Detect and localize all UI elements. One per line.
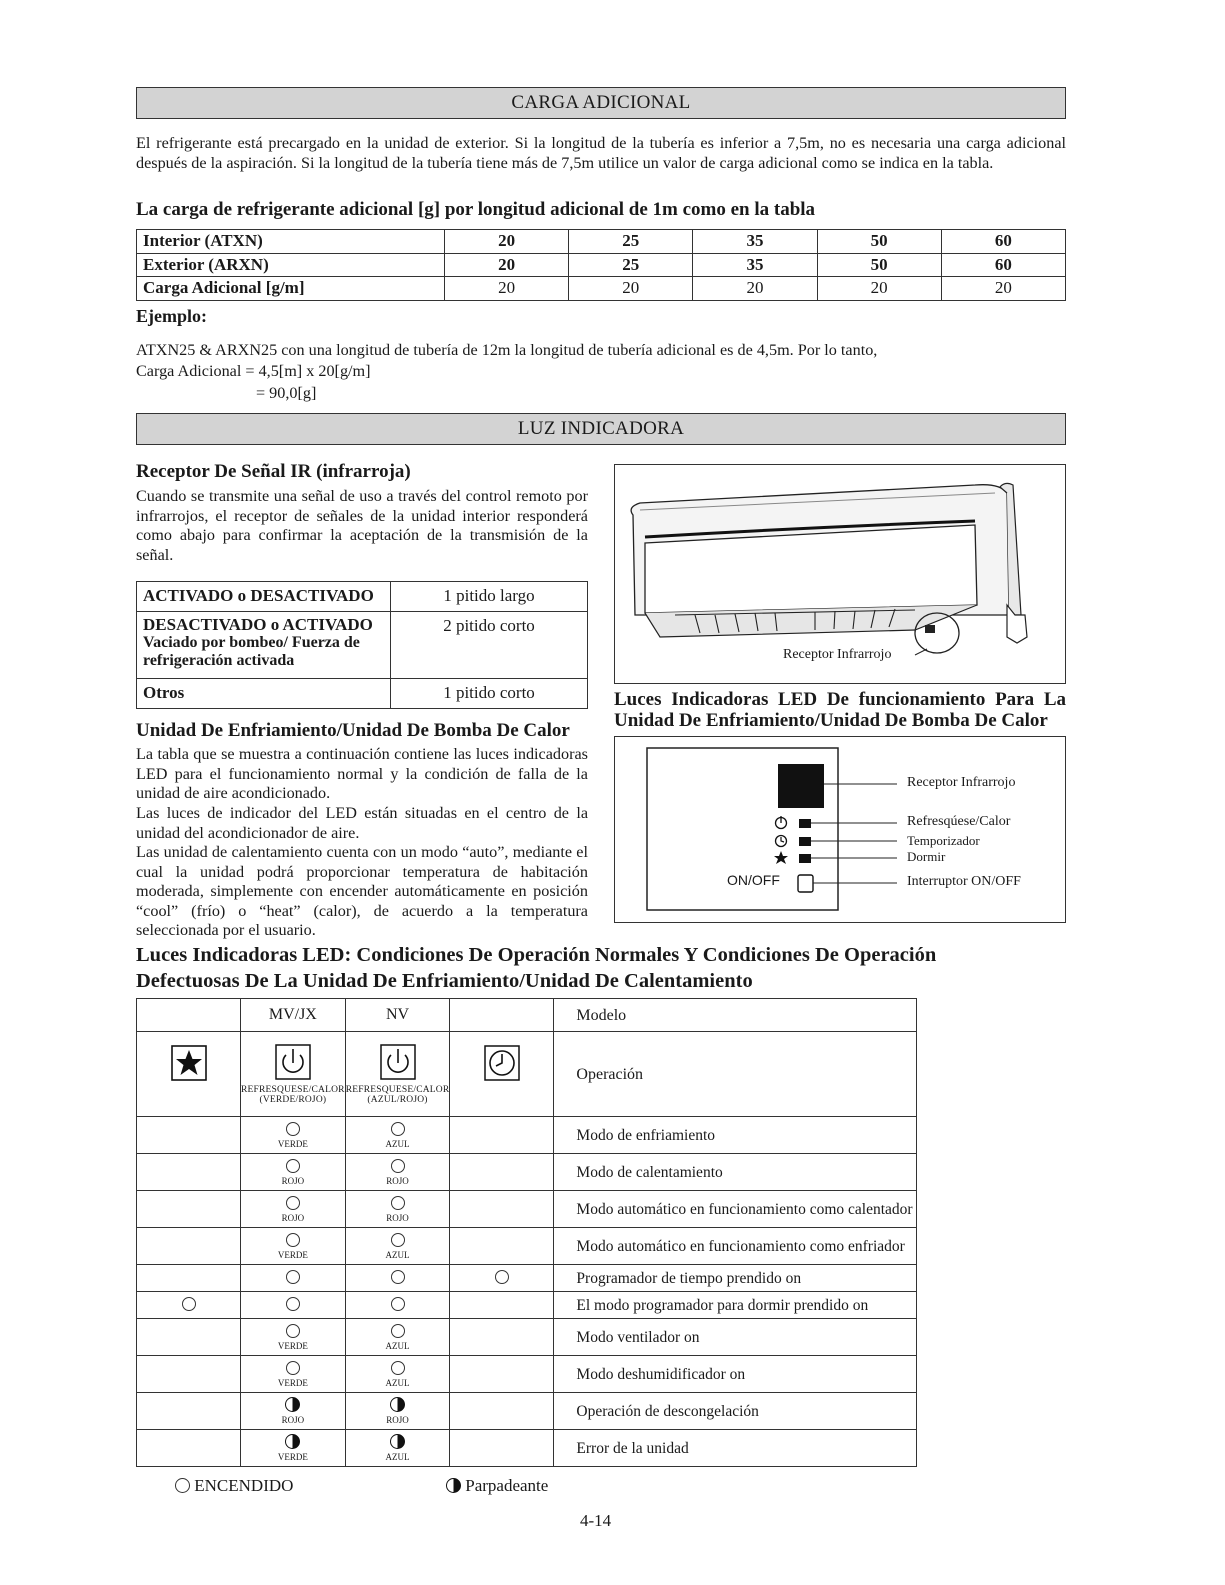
circle-on-icon xyxy=(182,1297,196,1311)
color-label: VERDE xyxy=(277,1249,308,1260)
page-number: 4-14 xyxy=(580,1511,612,1530)
row-description: Programador de tiempo prendido on xyxy=(554,1265,917,1292)
indicator-cell xyxy=(450,1265,554,1292)
circle-on-icon xyxy=(286,1122,300,1136)
table-row xyxy=(137,1393,917,1430)
row-description: Modo de calentamiento xyxy=(554,1154,917,1191)
indicator-cell xyxy=(345,1393,450,1430)
indicator-cell xyxy=(450,1228,554,1265)
header-cell xyxy=(137,999,241,1032)
legend-blink-label: Parpadeante xyxy=(465,1476,549,1495)
row-label: Carga Adicional [g/m] xyxy=(137,277,445,301)
table-cell: 20 xyxy=(445,253,569,277)
half-circle-blink-icon xyxy=(390,1434,405,1449)
circle-on-icon xyxy=(391,1122,405,1136)
table-row xyxy=(137,230,1066,254)
indicator-cell xyxy=(137,1154,241,1191)
circle-on-icon xyxy=(286,1324,300,1338)
indicator-cell xyxy=(241,1393,346,1430)
table-cell: 60 xyxy=(941,253,1065,277)
table-cell: 20 xyxy=(693,277,817,301)
timer-column-icon-cell xyxy=(450,1032,554,1117)
carga-adicional-banner: CARGA ADICIONAL xyxy=(136,87,1066,119)
indicator-cell xyxy=(137,1393,241,1430)
indicator-cell xyxy=(345,1292,450,1319)
circle-on-icon xyxy=(495,1270,509,1284)
table-cell: 35 xyxy=(693,253,817,277)
circle-on-icon xyxy=(286,1159,300,1173)
indicator-cell xyxy=(345,1319,450,1356)
conditions-title-2: Defectuosas De La Unidad De Enfriamiento/Unidad De Calentamiento xyxy=(136,970,753,992)
column-caption: (VERDE/ROJO) xyxy=(259,1094,327,1105)
clock-icon xyxy=(484,1045,520,1081)
table-row xyxy=(137,1319,917,1356)
color-label: VERDE xyxy=(277,1452,308,1462)
leds-title: Luces Indicadoras LED De funcionamiento Para La Unidad De Enfriamiento/Unidad De Bomba De Calor xyxy=(614,689,1066,731)
header-cell: MV/JX xyxy=(241,999,346,1032)
cool-heat-column-icon-cell xyxy=(345,1032,450,1117)
power-icon xyxy=(380,1044,416,1080)
table-row xyxy=(137,1191,917,1228)
column-caption: REFRESQUESE/CALOR xyxy=(241,1084,345,1095)
indicator-cell xyxy=(241,1154,346,1191)
indicator-cell xyxy=(137,1191,241,1228)
cool-heat-column-icon-cell xyxy=(241,1032,346,1117)
example-title: Ejemplo: xyxy=(136,306,207,326)
luz-indicadora-banner: LUZ INDICADORA xyxy=(136,413,1066,445)
indicator-cell xyxy=(345,1265,450,1292)
indicator-cell xyxy=(450,1393,554,1430)
table-cell: 25 xyxy=(569,253,693,277)
star-icon xyxy=(171,1045,207,1081)
half-circle-blink-icon xyxy=(285,1434,300,1449)
table-cell: 20 xyxy=(817,277,941,301)
row-label: Exterior (ARXN) xyxy=(137,253,445,277)
color-label: ROJO xyxy=(386,1212,409,1223)
legend-on-label: ENCENDIDO xyxy=(194,1476,294,1495)
indicator-cell xyxy=(137,1265,241,1292)
sleep-column-icon-cell xyxy=(137,1032,241,1117)
header-cell: Modelo xyxy=(554,999,917,1032)
example-line-1: ATXN25 & ARXN25 con una longitud de tubería de 12m la longitud de tubería adicional es de 4,5m. Por lo tanto, xyxy=(136,341,878,359)
indicator-cell xyxy=(450,1191,554,1228)
color-label: ROJO xyxy=(281,1175,305,1186)
receptor-text: Cuando se transmite una señal de uso a través del control remoto por infrarrojos, el receptor de señales de la unidad interior responderá como abajo para confirmar la aceptación de la transmisión de la señal. xyxy=(136,487,588,564)
indicator-cell xyxy=(450,1356,554,1393)
table-header-row xyxy=(137,999,917,1032)
indicator-cell xyxy=(345,1228,450,1265)
color-label: ROJO xyxy=(281,1415,305,1425)
half-circle-blink-icon xyxy=(390,1397,405,1412)
table-row xyxy=(137,277,1066,301)
table-cell: 20 xyxy=(445,277,569,301)
color-label: AZUL xyxy=(385,1377,410,1388)
indicator-cell xyxy=(450,1430,554,1467)
cell-line: DESACTIVADO o ACTIVADO xyxy=(143,615,373,634)
carga-table-title: La carga de refrigerante adicional [g] por longitud adicional de 1m como en la tabla xyxy=(136,199,816,220)
row-description: Operación de descongelación xyxy=(554,1393,917,1430)
panel-label-interruptor: Interruptor ON/OFF xyxy=(907,874,1021,889)
led-rows xyxy=(137,1117,917,1467)
panel-label-refresquese: Refresqúese/Calor xyxy=(907,814,1011,829)
circle-on-icon xyxy=(391,1270,405,1284)
table-row xyxy=(137,1292,917,1319)
indicator-cell xyxy=(450,1292,554,1319)
panel-label-receptor: Receptor Infrarrojo xyxy=(907,775,1016,790)
indicator-cell xyxy=(241,1292,346,1319)
table-row xyxy=(137,1356,917,1393)
indicator-cell xyxy=(345,1356,450,1393)
example-line-3: = 90,0[g] xyxy=(256,384,317,402)
circle-on-icon xyxy=(391,1361,405,1375)
table-cell: Otros xyxy=(137,679,391,709)
color-label: AZUL xyxy=(385,1138,410,1149)
operation-label: Operación xyxy=(554,1032,917,1117)
color-label: VERDE xyxy=(277,1138,308,1149)
table-row xyxy=(137,1228,917,1265)
indicator-cell xyxy=(450,1154,554,1191)
circle-on-icon xyxy=(286,1233,300,1247)
header-cell: NV xyxy=(345,999,450,1032)
indicator-cell xyxy=(241,1319,346,1356)
color-label: AZUL xyxy=(385,1340,410,1351)
half-circle-blink-icon xyxy=(285,1397,300,1412)
indicator-cell xyxy=(241,1265,346,1292)
circle-on-icon xyxy=(286,1297,300,1311)
circle-on-icon xyxy=(175,1478,190,1493)
example-line-2: Carga Adicional = 4,5[m] x 20[g/m] xyxy=(136,362,371,380)
table-row xyxy=(137,1265,917,1292)
color-label: VERDE xyxy=(277,1377,308,1388)
circle-on-icon xyxy=(286,1196,300,1210)
power-icon xyxy=(275,1044,311,1080)
circle-on-icon xyxy=(391,1159,405,1173)
row-description: Modo ventilador on xyxy=(554,1319,917,1356)
indicator-cell xyxy=(241,1228,346,1265)
row-description: Modo deshumidificador on xyxy=(554,1356,917,1393)
table-row xyxy=(137,1430,917,1467)
indicator-cell xyxy=(241,1117,346,1154)
table-cell xyxy=(137,612,391,679)
table-row xyxy=(137,582,588,612)
carga-intro: El refrigerante está precargado en la unidad de exterior. Si la longitud de la tubería es inferior a 7,5m, no es necesaria una carga adicional después de la aspiración. Si la longitud de la tubería tiene más de 7,5m utilice un valor de carga adicional como se indica en la tabla. xyxy=(136,134,1066,172)
cell-line: Vaciado por bombeo/ Fuerza de xyxy=(143,634,360,651)
row-description: Modo automático en funcionamiento como calentador xyxy=(554,1191,917,1228)
panel-label-temporizador: Temporizador xyxy=(907,833,980,848)
indicator-cell xyxy=(241,1430,346,1467)
table-cell: 1 pitido largo xyxy=(391,582,588,612)
indicator-cell xyxy=(137,1292,241,1319)
color-label: AZUL xyxy=(385,1249,410,1260)
indicator-cell xyxy=(137,1356,241,1393)
table-cell: 20 xyxy=(445,230,569,254)
unidad-title: Unidad De Enfriamiento/Unidad De Bomba De Calor xyxy=(136,720,570,741)
indicator-cell xyxy=(137,1319,241,1356)
indicator-cell xyxy=(345,1117,450,1154)
unidad-paragraph-1: La tabla que se muestra a continuación contiene las luces indicadoras LED para el funcionamiento normal y la condición de falla de la unidad de aire acondicionado. xyxy=(136,745,588,802)
half-circle-blink-icon xyxy=(446,1478,461,1493)
circle-on-icon xyxy=(391,1196,405,1210)
panel-label-dormir: Dormir xyxy=(907,849,946,864)
table-cell: 1 pitido corto xyxy=(391,679,588,709)
table-row xyxy=(137,1117,917,1154)
unidad-paragraph-2: Las luces de indicador del LED están situadas en el centro de la unidad del acondicionador de aire. xyxy=(136,804,588,842)
circle-on-icon xyxy=(391,1297,405,1311)
table-cell: 20 xyxy=(941,277,1065,301)
indicator-cell xyxy=(450,1117,554,1154)
led-conditions-table xyxy=(136,998,917,1467)
table-cell: ACTIVADO o DESACTIVADO xyxy=(137,582,391,612)
indicator-cell xyxy=(345,1430,450,1467)
header-cell xyxy=(450,999,554,1032)
table-cell: 20 xyxy=(569,277,693,301)
row-label: Interior (ATXN) xyxy=(137,230,445,254)
unidad-paragraph-3: Las unidad de calentamiento cuenta con un modo “auto”, mediante el cual la unidad podrá proporcionar temperatura de habitación moderada, simplemente con encender automáticamente en posición “cool” (frío) o “heat” (calor), de acuerdo a la temperatura seleccionada por el usuario. xyxy=(136,843,588,939)
circle-on-icon xyxy=(286,1270,300,1284)
column-caption: REFRESQUESE/CALOR xyxy=(345,1084,450,1095)
pitido-table xyxy=(136,581,588,709)
ac-unit-figure xyxy=(614,464,1066,684)
table-cell: 35 xyxy=(693,230,817,254)
carga-table xyxy=(136,229,1066,301)
table-cell: 50 xyxy=(817,253,941,277)
table-cell: 25 xyxy=(569,230,693,254)
table-cell: 50 xyxy=(817,230,941,254)
circle-on-icon xyxy=(391,1233,405,1247)
table-row xyxy=(137,253,1066,277)
ac-receptor-label: Receptor Infrarrojo xyxy=(783,647,892,662)
table-cell: 60 xyxy=(941,230,1065,254)
color-label: ROJO xyxy=(386,1175,409,1186)
legend-on xyxy=(175,1476,293,1496)
indicator-cell xyxy=(345,1191,450,1228)
indicator-cell xyxy=(137,1430,241,1467)
row-description: Modo de enfriamiento xyxy=(554,1117,917,1154)
table-icon-row xyxy=(137,1032,917,1117)
color-label: AZUL xyxy=(385,1452,410,1462)
table-row xyxy=(137,612,588,679)
indicator-cell xyxy=(137,1117,241,1154)
row-description: Modo automático en funcionamiento como enfriador xyxy=(554,1228,917,1265)
row-description: Error de la unidad xyxy=(554,1430,917,1467)
table-row xyxy=(137,679,588,709)
onoff-label: ON/OFF xyxy=(727,872,780,888)
table-row xyxy=(137,1154,917,1191)
indicator-cell xyxy=(450,1319,554,1356)
indicator-cell xyxy=(137,1228,241,1265)
color-label: ROJO xyxy=(386,1415,409,1425)
color-label: ROJO xyxy=(281,1212,305,1223)
led-panel-figure xyxy=(614,736,1066,923)
circle-on-icon xyxy=(286,1361,300,1375)
table-cell: 2 pitido corto xyxy=(391,612,588,679)
indicator-cell xyxy=(241,1191,346,1228)
circle-on-icon xyxy=(391,1324,405,1338)
conditions-title-1: Luces Indicadoras LED: Condiciones De Operación Normales Y Condiciones De Operación xyxy=(136,944,937,966)
color-label: VERDE xyxy=(277,1340,308,1351)
receptor-title: Receptor De Señal IR (infrarroja) xyxy=(136,461,411,482)
legend-blink xyxy=(446,1476,548,1496)
column-caption: (AZUL/ROJO) xyxy=(367,1094,428,1105)
indicator-cell xyxy=(241,1356,346,1393)
row-description: El modo programador para dormir prendido on xyxy=(554,1292,917,1319)
indicator-cell xyxy=(345,1154,450,1191)
cell-line: refrigeración activada xyxy=(143,652,295,669)
